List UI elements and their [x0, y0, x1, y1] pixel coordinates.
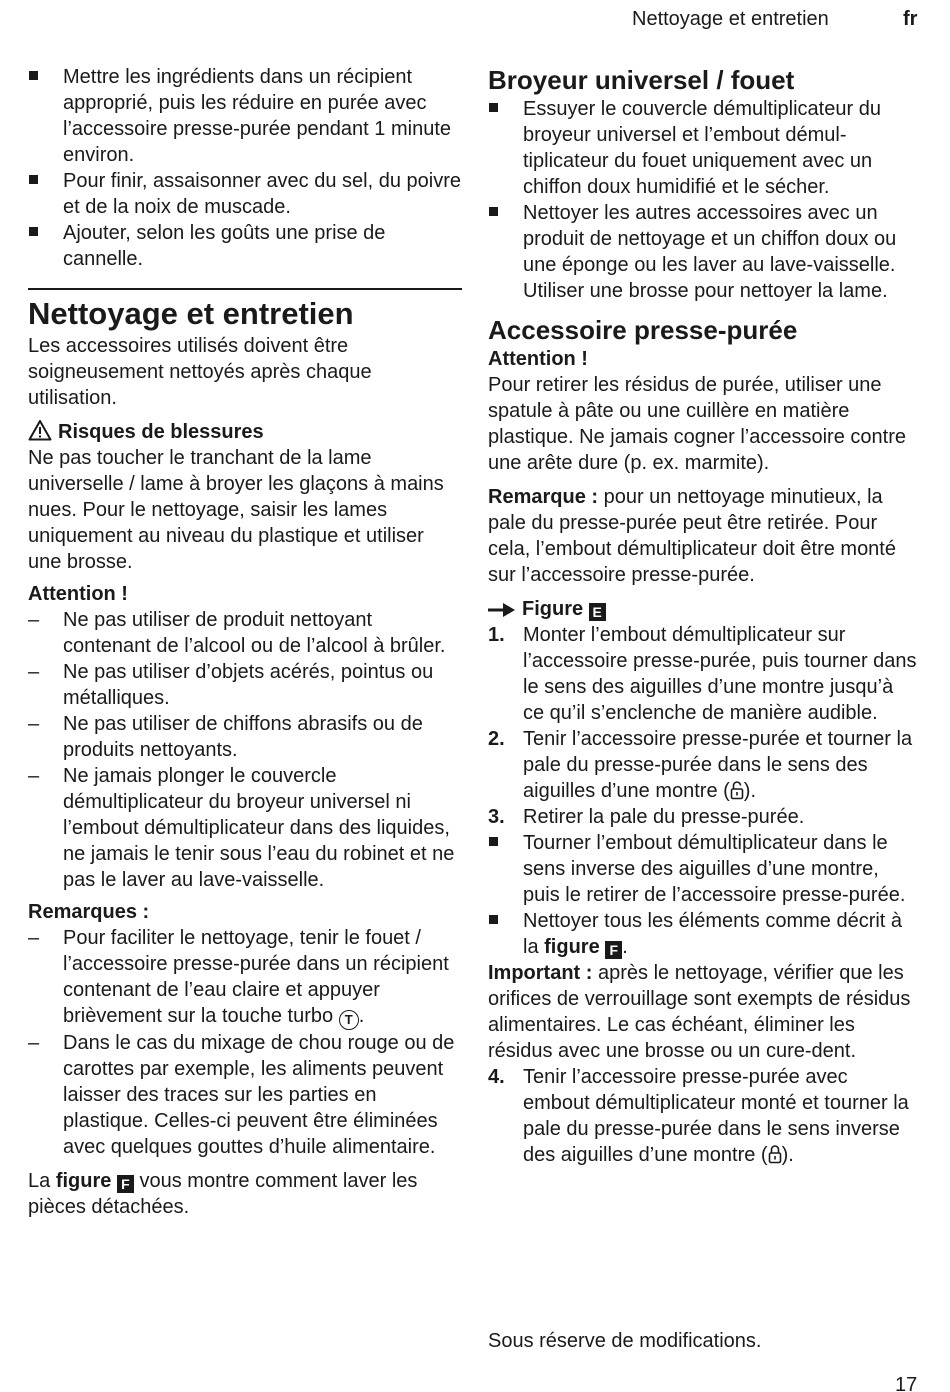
right-column — [488, 64, 918, 1168]
dash-marker: – — [28, 1032, 40, 1054]
list-item: Mettre les ingrédients dans un récipient approprié, puis les réduire en purée avec l’accessoire presse-purée pendant 1 minute environ. — [28, 64, 462, 168]
list-item: Pour finir, assaisonner avec du sel, du poivre et de la noix de muscade. — [28, 168, 462, 220]
list-item: – Ne pas utiliser de chiffons abrasifs ou de produits nettoyants. — [28, 713, 423, 761]
warning-text: Ne pas toucher le tranchant de la lame universelle / lame à broyer les glaçons à mains nues. Pour le nettoyage, saisir les lames uniquement au niveau du plastique et utiliser une brosse. — [28, 447, 444, 573]
list-item: – Pour faciliter le nettoyage, tenir le fouet / l’accessoire presse-purée dans un récipient contenant de l’eau claire et appuyer brièvement sur la touche turbo T . — [28, 925, 462, 1030]
list-item: Essuyer le couvercle démultiplicateur du broyeur universel et l’embout démultiplicateur du fouet uniquement avec un chiffon doux humidifié et le sécher. — [488, 96, 918, 200]
dash-marker: – — [28, 765, 40, 787]
bullet-square-icon — [29, 175, 38, 184]
subsection-heading: Accessoire presse-purée — [488, 315, 798, 345]
important-paragraph: Important : après le nettoyage, vérifier que les orifices de verrouillage sont exempts de résidus alimentaires. Le cas échéant, éliminer les résidus avec une brosse ou un cure-dent. — [488, 962, 911, 1062]
running-header: Nettoyage et entretien — [632, 8, 829, 30]
figure-reference: La figure F vous montre comment laver les pièces détachées. — [28, 1170, 418, 1218]
bullet-square-icon — [489, 915, 498, 924]
language-code: fr — [903, 8, 918, 30]
figure-e-reference: Figure E — [488, 596, 918, 622]
dash-marker: – — [28, 713, 40, 735]
bullet-square-icon — [489, 207, 498, 216]
list-item: – Ne pas utiliser de produit nettoyant contenant de l’alcool ou de l’alcool à brûler. — [28, 609, 446, 657]
warning-triangle-icon — [28, 419, 52, 441]
figure-f-badge: F — [605, 941, 622, 959]
section-intro: Les accessoires utilisés doivent être soigneusement nettoyés après chaque utilisation. — [28, 335, 372, 409]
figure-e-badge: E — [589, 603, 606, 621]
list-item: Nettoyer les autres accessoires avec un produit de nettoyage et un chiffon doux ou une éponge ou les laver au lave-vaisselle. Utiliser une brosse pour nettoyer la lame. — [488, 200, 918, 304]
attention-label: Attention ! — [28, 583, 128, 605]
warning-title: Risques de blessures — [28, 419, 462, 445]
section-divider — [28, 288, 462, 290]
step-item: 4. Tenir l’accessoire presse-purée avec embout démultiplicateur monté et tourner la pale du presse-purée dans le sens inverse des aiguilles d’une montre ( ). — [488, 1066, 909, 1166]
attention-label: Attention ! — [488, 348, 588, 370]
page-number: 17 — [895, 1374, 918, 1392]
left-column — [28, 64, 462, 1220]
section-heading: Nettoyage et entretien — [28, 296, 354, 331]
remarks-label: Remarques : — [28, 901, 150, 923]
bullet-square-icon — [489, 103, 498, 112]
step-item: 1. Monter l’embout démultiplicateur sur l’accessoire presse-purée, puis tourner dans le sens des aiguilles d’une montre jusqu’à ce qu’il s’enclenche de manière audible. — [488, 624, 917, 724]
figure-f-badge: F — [117, 1175, 134, 1193]
list-item: – Ne pas utiliser d’objets acérés, pointus ou métalliques. — [28, 661, 434, 709]
list-item: – Dans le cas du mixage de chou rouge ou de carottes par exemple, les aliments peuvent laisser des traces sur les parties en plastique. Celles-ci peuvent être éliminées avec quelques gouttes d’huile alimentaire. — [28, 1032, 455, 1158]
dash-marker: – — [28, 927, 40, 949]
turbo-button-icon: T — [339, 1010, 359, 1030]
subsection-heading: Broyeur universel / fouet — [488, 65, 795, 95]
list-item: Tourner l’embout démultiplicateur dans le sens inverse des aiguilles d’une montre, puis le retirer de l’accessoire presse-purée. — [488, 830, 918, 908]
step-item: 2. Tenir l’accessoire presse-purée et tourner la pale du presse-purée dans le sens des aiguilles d’une montre ( ). — [488, 728, 913, 802]
dash-marker: – — [28, 609, 40, 631]
lock-icon — [768, 1144, 782, 1166]
remark-paragraph: Remarque : pour un nettoyage minutieux, la pale du presse-purée peut être retirée. Pour cela, l’embout démultiplicateur doit être monté sur l’accessoire presse-purée. — [488, 486, 896, 586]
footer-note: Sous réserve de modifications. — [488, 1330, 762, 1352]
dash-marker: – — [28, 661, 40, 683]
unlock-icon — [730, 780, 744, 802]
list-item: – Ne jamais plonger le couvercle démultiplicateur du broyeur universel ni l’embout démultiplicateur dans des liquides, ne jamais le tenir sous l’eau du robinet et ne pas le laver au lave-vaisselle. — [28, 765, 455, 891]
attention-text: Pour retirer les résidus de purée, utiliser une spatule à pâte ou une cuillère en matière plastique. Ne jamais cogner l’accessoire contre une arête dure (p. ex. marmite). — [488, 374, 906, 474]
list-item: Nettoyer tous les éléments comme décrit à la figure F . — [488, 908, 918, 960]
arrow-right-icon — [488, 603, 516, 617]
list-item: Ajouter, selon les goûts une prise de cannelle. — [28, 220, 462, 272]
bullet-square-icon — [29, 71, 38, 80]
bullet-square-icon — [29, 227, 38, 236]
bullet-square-icon — [489, 837, 498, 846]
step-item: 3. Retirer la pale du presse-purée. — [488, 806, 805, 828]
